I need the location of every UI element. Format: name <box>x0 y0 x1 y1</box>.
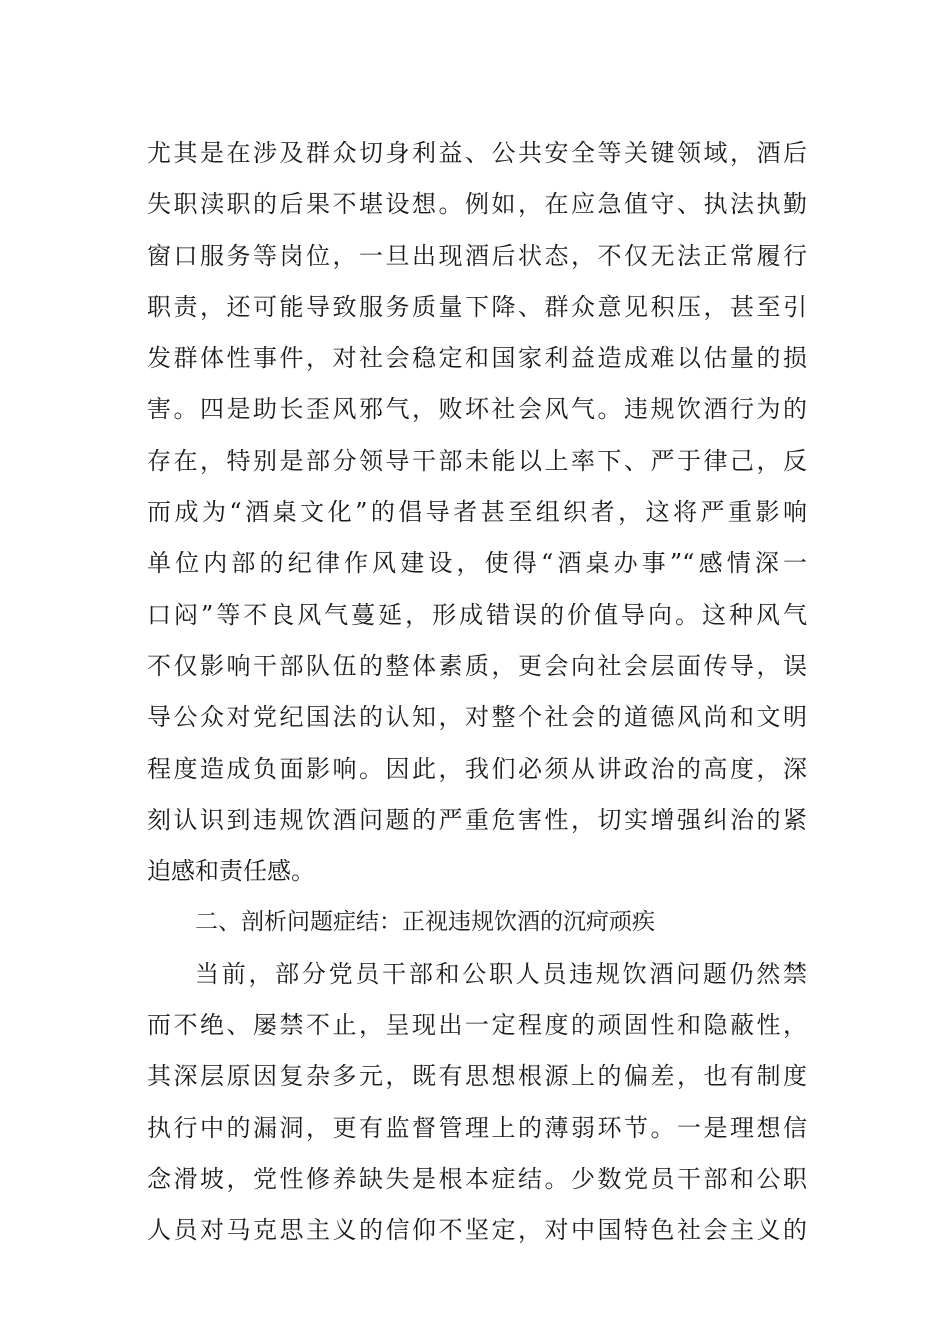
paragraph-line: 迫感和责任感。 <box>147 857 315 886</box>
paragraph-line: 当前，部分党员干部和公职人员违规饮酒问题仍然禁 <box>195 959 807 988</box>
paragraph-line: 发群体性事件，对社会稳定和国家利益造成难以估量的损 <box>147 344 807 373</box>
paragraph-line: 而成为“酒桌文化”的倡导者甚至组织者，这将严重影响 <box>147 498 807 527</box>
paragraph-line: 执行中的漏洞，更有监督管理上的薄弱环节。一是理想信 <box>147 1113 807 1142</box>
paragraph-line: 职责，还可能导致服务质量下降、群众意见积压，甚至引 <box>147 292 807 321</box>
paragraph-line: 程度造成负面影响。因此，我们必须从讲政治的高度，深 <box>147 754 807 783</box>
section-heading: 二、剖析问题症结：正视违规饮酒的沉疴顽疾 <box>195 909 655 936</box>
paragraph-line: 害。四是助长歪风邪气，败坏社会风气。违规饮酒行为的 <box>147 395 807 424</box>
paragraph-line: 刻认识到违规饮酒问题的严重危害性，切实增强纠治的紧 <box>147 805 807 834</box>
paragraph-line: 其深层原因复杂多元，既有思想根源上的偏差，也有制度 <box>147 1062 807 1091</box>
paragraph-line: 失职渎职的后果不堪设想。例如，在应急值守、执法执勤 <box>147 190 807 219</box>
paragraph-line: 念滑坡，党性修养缺失是根本症结。少数党员干部和公职 <box>147 1164 807 1193</box>
paragraph-line: 人员对马克思主义的信仰不坚定，对中国特色社会主义的 <box>147 1216 807 1245</box>
paragraph-line: 口闷”等不良风气蔓延，形成错误的价值导向。这种风气 <box>147 600 807 629</box>
paragraph-line: 窗口服务等岗位，一旦出现酒后状态，不仅无法正常履行 <box>147 241 807 270</box>
document-body <box>147 128 807 1257</box>
paragraph-line: 不仅影响干部队伍的整体素质，更会向社会层面传导，误 <box>147 651 807 680</box>
paragraph-line: 单位内部的纪律作风建设，使得“酒桌办事”“感情深一 <box>147 549 807 578</box>
paragraph-line: 尤其是在涉及群众切身利益、公共安全等关键领域，酒后 <box>147 139 807 167</box>
paragraph-line: 导公众对党纪国法的认知，对整个社会的道德风尚和文明 <box>147 703 807 732</box>
paragraph-line: 而不绝、屡禁不止，呈现出一定程度的顽固性和隐蔽性， <box>147 1011 807 1040</box>
paragraph-line: 存在，特别是部分领导干部未能以上率下、严于律己，反 <box>147 446 807 475</box>
